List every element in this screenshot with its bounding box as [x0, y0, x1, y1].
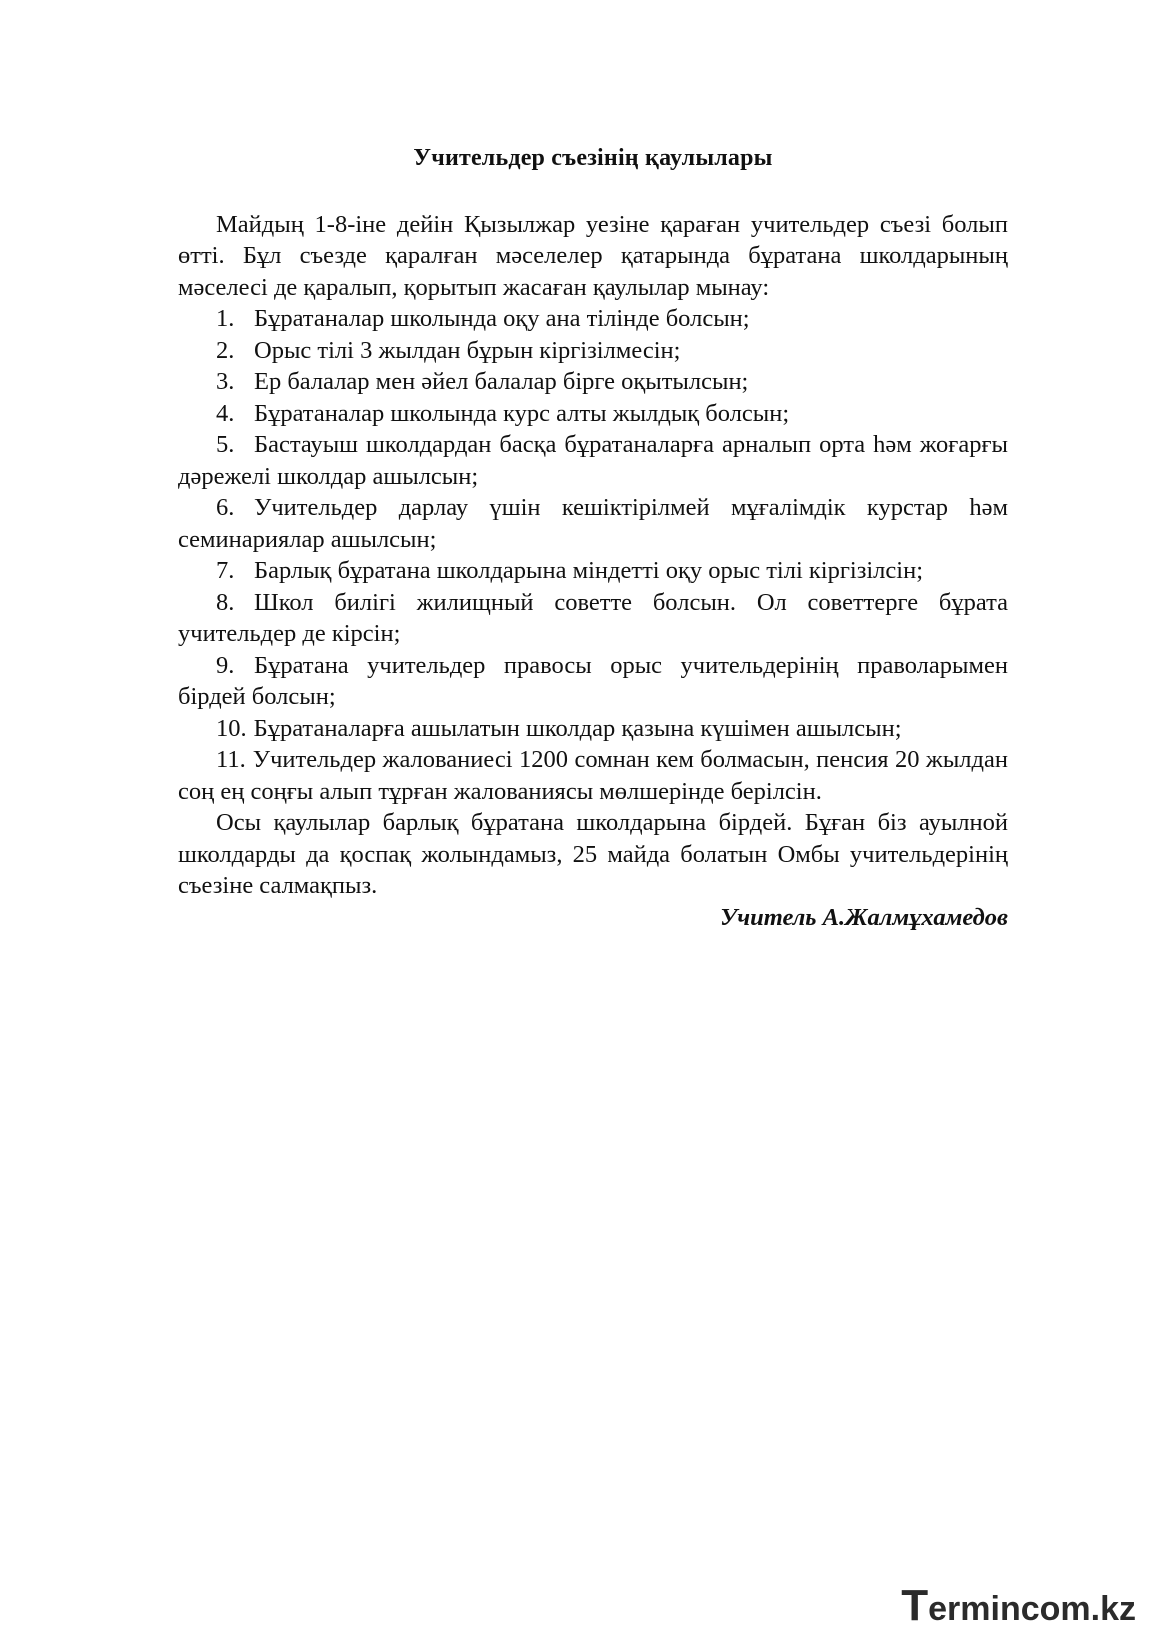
list-item-text: Бұратаналарға ашылатын школдар қазына күшімен ашылсын;	[253, 714, 902, 742]
list-item-text: Школ билігі жилищный советте болсын. Ол советтерге бұрата учительдер де кірсін;	[178, 588, 1008, 647]
list-item-text: Бұратаналар школында оқу ана тілінде болсын;	[254, 305, 750, 332]
list-item	[178, 713, 1008, 745]
list-item-number: 5.	[216, 431, 235, 458]
list-item-number: 6.	[216, 494, 235, 521]
list-item-number: 8.	[216, 588, 235, 616]
site-watermark	[901, 1581, 1136, 1631]
list-item-text: Учительдер дарлау үшін кешіктірілмей мұғалімдік курстар һәм семинариялар ашылсын;	[178, 494, 1008, 553]
watermark-initial: T	[901, 1581, 929, 1630]
list-item-text: Бастауыш школдардан басқа бұратаналарға арналып орта һәм жоғарғы дәрежелі школдар ашылсын;	[178, 431, 1008, 490]
list-item	[178, 587, 1008, 650]
watermark-text: ermincom.kz	[928, 1590, 1136, 1628]
list-item-text: Ер балалар мен әйел балалар бірге оқытылсын;	[254, 368, 749, 395]
list-item-number: 11.	[216, 746, 246, 773]
list-item-number: 4.	[216, 399, 235, 427]
list-item-text: Барлық бұратана школдарына міндетті оқу орыс тілі кіргізілсін;	[254, 557, 924, 584]
list-item-text: Бұратаналар школында курс алты жылдық болсын;	[254, 399, 790, 427]
list-item-text: Орыс тілі 3 жылдан бұрын кіргізілмесін;	[254, 336, 681, 364]
list-item	[178, 303, 1008, 335]
list-item-text: Учительдер жалованиесі 1200 сомнан кем болмасын, пенсия 20 жылдан соң ең соңғы алып тұрған жалованиясы мөлшерінде берілсін.	[178, 746, 1008, 805]
document-body	[178, 143, 1008, 933]
list-item-number: 3.	[216, 368, 235, 395]
list-item	[178, 650, 1008, 713]
list-item	[178, 744, 1008, 807]
list-item-number: 10.	[216, 714, 247, 742]
author-signature: Учитель А.Жалмұхамедов	[720, 903, 1008, 931]
list-item-number: 7.	[216, 557, 235, 584]
intro-paragraph: Майдың 1-8-іне дейін Қызылжар уезіне қараған учительдер съезі болып өтті. Бұл съезде қаралған мәселелер қатарында бұратана школдарының мәселесі де қаралып, қорытып жасаған қаулылар мынау:	[178, 210, 1008, 301]
document-title: Учительдер съезінің қаулылары	[413, 145, 773, 171]
closing-paragraph: Осы қаулылар барлық бұратана школдарына бірдей. Бұған біз ауылной школдарды да қоспақ жолындамыз, 25 майда болатын Омбы учительдерінің съезіне салмақпыз.	[178, 809, 1008, 899]
resolutions-list	[178, 303, 1008, 807]
list-item	[178, 398, 1008, 430]
list-item	[178, 492, 1008, 555]
list-item-number: 1.	[216, 305, 235, 332]
list-item	[178, 335, 1008, 367]
list-item	[178, 366, 1008, 398]
list-item	[178, 429, 1008, 492]
list-item-number: 9.	[216, 651, 235, 679]
list-item-number: 2.	[216, 336, 235, 364]
list-item	[178, 555, 1008, 587]
list-item-text: Бұратана учительдер правосы орыс учительдерінің праволарымен бірдей болсын;	[178, 651, 1008, 710]
